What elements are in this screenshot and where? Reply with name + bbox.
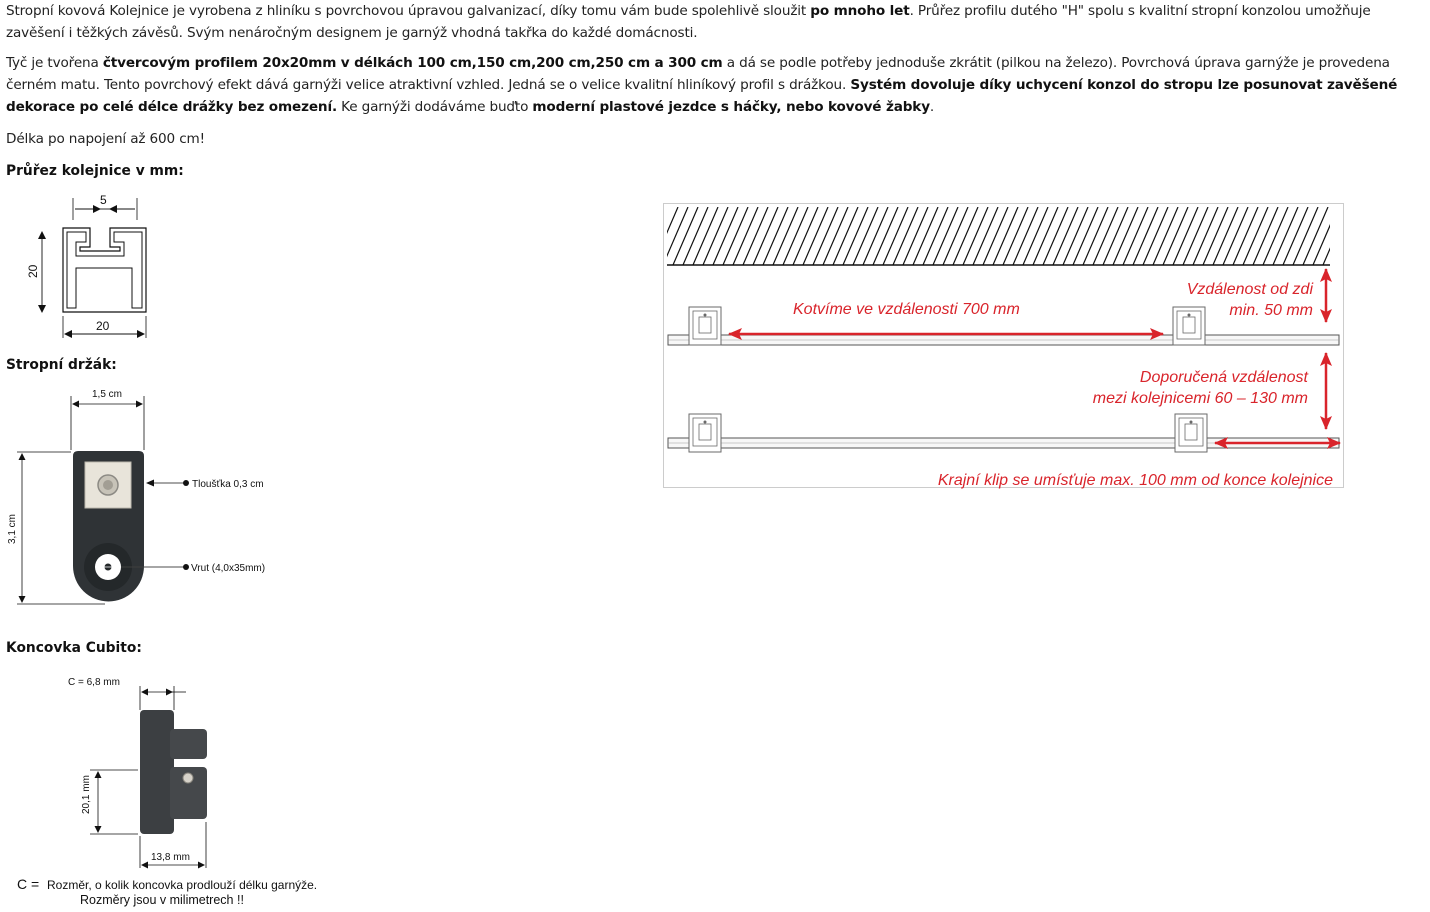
label-end-clip: Krajní klip se umísťuje max. 100 mm od konce kolejnice: [937, 472, 1333, 489]
label-anchor-distance: Kotvíme ve vzdálenosti 700 mm: [793, 301, 1020, 318]
label-rail-spacing-1: Doporučená vzdálenost: [1139, 369, 1308, 386]
bracket-dim-height: 3,1 cm: [7, 513, 18, 544]
profile-heading: Průřez kolejnice v mm:: [6, 163, 184, 179]
h-profile-shape: [63, 228, 146, 312]
bracket-label-screw: Vrut (4,0x35mm): [191, 563, 266, 574]
endcap-note-line2: Rozměry jsou v milimetrech !!: [80, 893, 244, 907]
profile-dim-width: 20: [96, 319, 110, 333]
endcap-dim-depth: 13,8 mm: [151, 852, 190, 863]
p2-text-1: Tyč je tvořena: [6, 55, 103, 71]
rail-2-clip-left: [689, 414, 721, 452]
rail-1-clip-left: [689, 307, 721, 345]
bracket-dim-width: 1,5 cm: [92, 389, 123, 400]
hatch-line: [1353, 207, 1378, 265]
p2-text-4: .: [929, 99, 935, 115]
ceiling-bracket-diagram: [5, 384, 285, 610]
label-rail-spacing-2: mezi kolejnicemi 60 – 130 mm: [1092, 390, 1308, 407]
intro-paragraph-2: [6, 52, 1420, 118]
endcap-cubito-diagram: [10, 672, 350, 908]
rail-2-clip-right: [1175, 414, 1207, 452]
p2-text-2: a dá se podle potřeby jednoduše zkrátit (pilkou na železo). Povrchová úprava garnýže je provedena černém matu. Tento povrchový efekt dává garnýži velice atraktivní vzhled. Jedná se o velice kvalitní hliníkový profil s drážkou.: [6, 55, 1390, 93]
label-wall-distance-2: min. 50 mm: [1229, 302, 1313, 319]
endcap-body: [140, 710, 174, 834]
hatch-line: [1343, 207, 1368, 265]
p1-bold-1: po mnoho let: [810, 3, 910, 19]
intro-paragraph-1: [6, 0, 1420, 44]
p2-text-3: Ke garnýži dodáváme buďto: [336, 99, 533, 115]
endcap-note-prefix: C =: [17, 876, 40, 892]
label-wall-distance-1: Vzdálenost od zdi: [1186, 281, 1313, 298]
rail-1-clip-right: [1173, 307, 1205, 345]
p1-text-1: Stropní kovová Kolejnice je vyrobena z hliníku s povrchovou úpravou galvanizací, díky tomu vám bude spolehlivě sloužit: [6, 3, 811, 19]
p2-bold-3: moderní plastové jezdce s háčky, nebo kovové žabky: [532, 99, 930, 115]
installation-diagram: [663, 203, 1344, 488]
profile-dim-height: 20: [26, 264, 40, 278]
endcap-note-line1: Rozměr, o kolik koncovka prodlouží délku garnýže.: [47, 878, 318, 892]
endcap-dim-height: 20,1 mm: [81, 775, 92, 814]
p1-text-2: . Průřez profilu dutého "H" spolu s kvalitní stropní konzolou umožňuje zavěšení i těžkých závěsů. Svým nenáročným designem je garnýž vhodná takřka do každé domácnosti.: [6, 3, 1371, 41]
p2-bold-1: čtvercovým profilem 20x20mm v délkách 100 cm,150 cm,200 cm,250 cm a 300 cm: [102, 55, 723, 71]
bracket-heading: Stropní držák:: [6, 357, 117, 373]
p2-bold-2: Systém dovoluje díky uchycení konzol do stropu lze posunovat zavěšené dekorace po celé délce drážky bez omezení.: [6, 77, 1398, 115]
intro-paragraph-3: Délka po napojení až 600 cm!: [6, 131, 205, 147]
bracket-label-thickness: Tloušťka 0,3 cm: [192, 479, 264, 490]
profile-cross-section-diagram: [20, 190, 190, 340]
endcap-dim-c: C = 6,8 mm: [68, 677, 120, 688]
endcap-heading: Koncovka Cubito:: [6, 640, 142, 656]
profile-dim-top: 5: [100, 193, 107, 207]
